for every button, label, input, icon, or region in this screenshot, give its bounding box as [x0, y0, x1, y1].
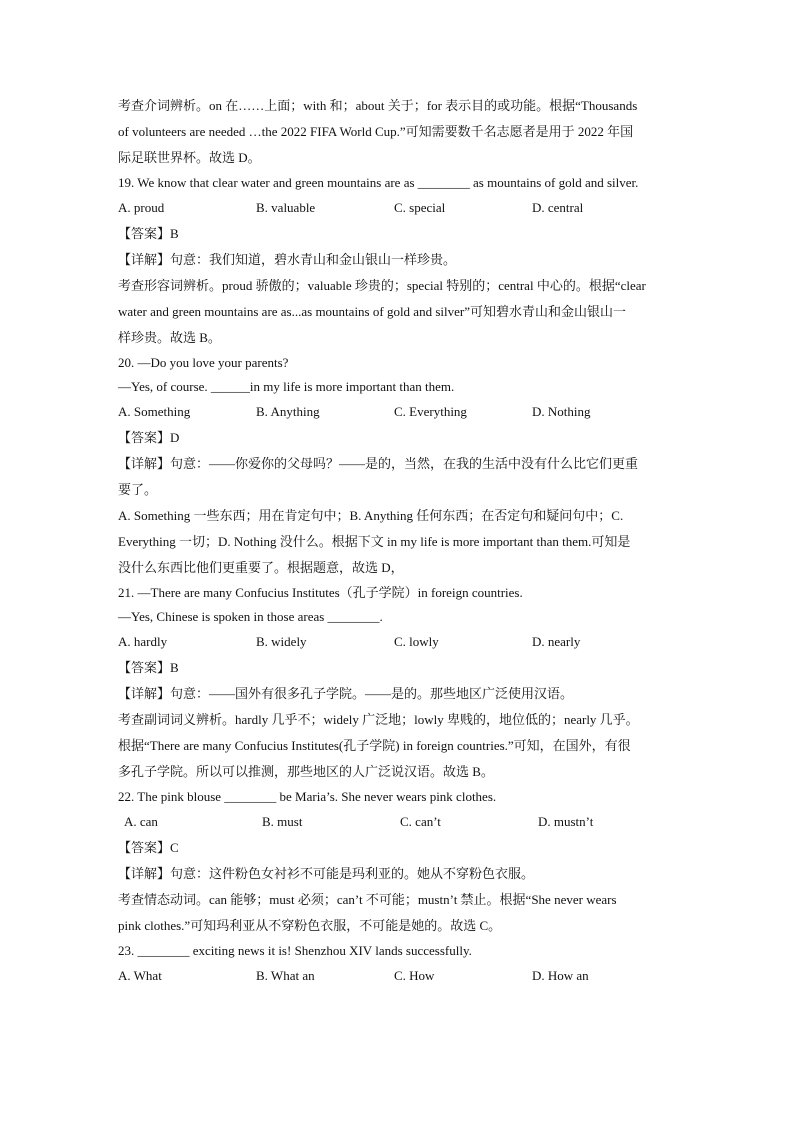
explanation-line: 考查情态动词。can 能够；must 必须；can’t 不可能；mustn’t 禁止。根据“She never wears [118, 892, 617, 907]
options-row [118, 195, 688, 221]
option-d: D. nearly [532, 634, 581, 649]
explanation-line: pink clothes.”可知玛利亚从不穿粉色衣服，不可能是她的。故选 C。 [118, 918, 502, 933]
options-row [118, 963, 688, 989]
question-stem: 23. ________ exciting news it is! Shenzhou XIV lands successfully. [118, 943, 472, 958]
explanation-line: 际足联世界杯。故选 D。 [118, 150, 261, 165]
option-c: C. can’t [400, 814, 441, 829]
answer-label: 【答案】B [118, 226, 179, 241]
option-c: C. Everything [394, 404, 467, 419]
explanation-line: 根据“There are many Confucius Institutes(孔子学院) in foreign countries.”可知，在国外，有很 [118, 738, 631, 753]
q18-explanation [118, 93, 688, 171]
explanation-line: 【详解】句意：——你爱你的父母吗？——是的，当然，在我的生活中没有什么比它们更重 [118, 456, 639, 471]
explanation-line: 考查介词辨析。on 在……上面；with 和；about 关于；for 表示目的或功能。根据“Thousands [118, 98, 638, 113]
explanation-line: of volunteers are needed …the 2022 FIFA World Cup.”可知需要数千名志愿者是用于 2022 年国 [118, 124, 634, 139]
answer-label: 【答案】C [118, 840, 179, 855]
options-row [118, 399, 688, 425]
explanation-line: 【详解】句意：我们知道，碧水青山和金山银山一样珍贵。 [118, 252, 457, 267]
answer-label: 【答案】B [118, 660, 179, 675]
document-page [118, 93, 688, 989]
explanation-line: 【详解】句意：——国外有很多孔子学院。——是的。那些地区广泛使用汉语。 [118, 686, 574, 701]
question-20 [118, 351, 688, 581]
option-c: C. special [394, 200, 446, 215]
question-stem: 20. —Do you love your parents? [118, 355, 289, 370]
option-a: A. Something [118, 404, 191, 419]
option-d: D. central [532, 200, 584, 215]
option-b: B. Anything [256, 404, 320, 419]
option-b: B. What an [256, 968, 315, 983]
options-row [118, 629, 688, 655]
explanation-line: 样珍贵。故选 B。 [118, 330, 221, 345]
option-b: B. widely [256, 634, 307, 649]
explanation-line: 考查形容词辨析。proud 骄傲的；valuable 珍贵的；special 特别的；central 中心的。根据“clear [118, 278, 646, 293]
explanation-line: 考查副词词义辨析。hardly 几乎不；widely 广泛地；lowly 卑贱的，地位低的；nearly 几乎。 [118, 712, 639, 727]
option-d: D. mustn’t [538, 814, 594, 829]
question-22 [118, 785, 688, 939]
option-a: A. can [124, 814, 158, 829]
explanation-line: 没什么东西比他们更重要了。根据题意，故选 D， [118, 560, 404, 575]
question-stem: 22. The pink blouse ________ be Maria’s. She never wears pink clothes. [118, 789, 497, 804]
question-21 [118, 581, 688, 785]
option-a: A. What [118, 968, 162, 983]
question-stem-continued: —Yes, Chinese is spoken in those areas ________. [118, 609, 383, 624]
option-c: C. How [394, 968, 435, 983]
question-23 [118, 939, 688, 989]
explanation-line: 多孔子学院。所以可以推测，那些地区的人广泛说汉语。故选 B。 [118, 764, 494, 779]
question-stem: 21. —There are many Confucius Institutes（孔子学院）in foreign countries. [118, 585, 523, 600]
option-d: D. Nothing [532, 404, 591, 419]
question-stem: 19. We know that clear water and green mountains are as ________ as mountains of gold and silver. [118, 175, 639, 190]
explanation-line: water and green mountains are as...as mountains of gold and silver”可知碧水青山和金山银山一 [118, 304, 626, 319]
explanation-line: A. Something 一些东西；用在肯定句中；B. Anything 任何东西；在否定句和疑问句中；C. [118, 508, 624, 523]
option-a: A. proud [118, 200, 165, 215]
question-stem-continued: —Yes, of course. ______in my life is more important than them. [118, 379, 455, 394]
option-b: B. valuable [256, 200, 316, 215]
option-b: B. must [262, 814, 303, 829]
answer-label: 【答案】D [118, 430, 180, 445]
explanation-line: Everything 一切；D. Nothing 没什么。根据下文 in my life is more important than them.可知是 [118, 534, 631, 549]
explanation-line: 要了。 [118, 482, 158, 497]
options-row [118, 809, 688, 835]
option-a: A. hardly [118, 634, 168, 649]
option-c: C. lowly [394, 634, 439, 649]
option-d: D. How an [532, 968, 589, 983]
question-19 [118, 171, 688, 351]
explanation-line: 【详解】句意：这件粉色女衬衫不可能是玛利亚的。她从不穿粉色衣服。 [118, 866, 535, 881]
